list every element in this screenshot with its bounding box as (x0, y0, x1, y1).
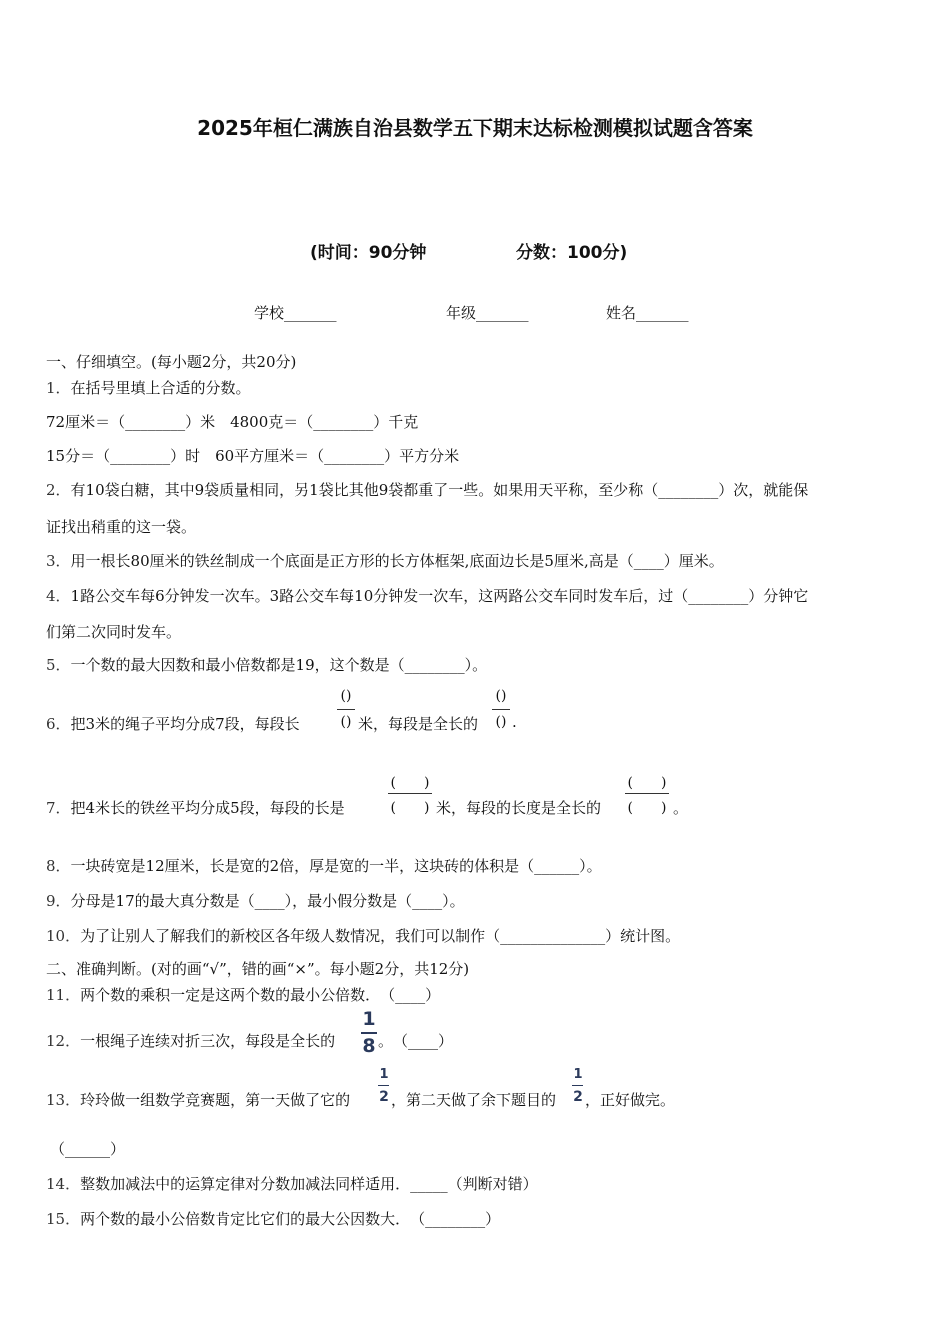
exam-score: 分数：100分) (516, 243, 628, 263)
question-7-text-b: 米，每段的长度是全长的 (436, 799, 602, 817)
question-2-cont: 证找出稍重的这一袋。 (46, 518, 197, 536)
fraction-numerator-blank: () (495, 688, 507, 704)
fraction-denominator: 8 (362, 1035, 376, 1057)
question-text: 把3米的绳子平均分成7段，每段长 (70, 715, 300, 733)
fraction-numerator-blank: ( ) (627, 775, 667, 791)
fraction-numerator-blank: ( ) (390, 775, 430, 791)
question-9 (46, 890, 465, 911)
fraction-numerator: 1 (573, 1067, 583, 1082)
question-number: 1． (46, 379, 71, 397)
question-text: 用一根长80厘米的铁丝制成一个底面是正方形的长方体框架,底面边长是5厘米,高是（____）厘米。 (70, 552, 724, 570)
question-number: 6． (46, 715, 71, 733)
question-number: 10． (46, 927, 81, 945)
fraction-numerator-blank: () (340, 688, 352, 704)
fraction-numerator: 1 (379, 1067, 389, 1082)
section-1-heading: 一、仔细填空。(每小题2分，共20分) (46, 353, 297, 371)
question-number: 14． (46, 1175, 81, 1193)
question-4-cont: 们第二次同时发车。 (46, 623, 182, 641)
question-number: 11． (46, 986, 81, 1004)
question-10 (46, 925, 680, 946)
question-12-text-b: 。 （____） (378, 1032, 454, 1050)
question-number: 4． (46, 587, 71, 605)
fraction-bar (388, 793, 432, 794)
fraction-denominator-blank: ( ) (627, 800, 667, 816)
fraction-numerator: 1 (362, 1008, 376, 1030)
question-text: 在括号里填上合适的分数。 (70, 379, 251, 397)
question-text: 一个数的最大因数和最小倍数都是19，这个数是（________）。 (70, 656, 488, 674)
fraction-denominator-blank: () (495, 714, 507, 730)
fraction-bar (625, 793, 669, 794)
fraction-bar (572, 1085, 583, 1086)
question-13-text-c: ，正好做完。 (585, 1091, 676, 1109)
question-text: 为了让别人了解我们的新校区各年级人数情况，我们可以制作（______________）统计图。 (80, 927, 681, 945)
name-field: 姓名_______ (606, 304, 689, 322)
question-text: 一根绳子连续对折三次，每段是全长的 (80, 1032, 336, 1050)
question-number: 15． (46, 1210, 81, 1228)
question-1-part-a: 72厘米＝（________）米 4800克＝（________）千克 (46, 413, 419, 431)
question-number: 2． (46, 481, 71, 499)
question-number: 13． (46, 1091, 81, 1109)
question-6-text-b: 米，每段是全长的 (358, 715, 479, 733)
grade-field: 年级_______ (446, 304, 529, 322)
school-field: 学校_______ (254, 304, 337, 322)
question-1-part-b: 15分＝（________）时 60平方厘米＝（________）平方分米 (46, 447, 460, 465)
question-7-text-c: 。 (673, 799, 689, 817)
question-11 (46, 984, 440, 1005)
question-2 (46, 479, 808, 500)
question-1 (46, 377, 251, 398)
page-title: 2025年桓仁满族自治县数学五下期末达标检测模拟试题含答案 (197, 116, 753, 140)
question-number: 9． (46, 892, 71, 910)
question-6 (46, 713, 300, 734)
question-7 (46, 797, 345, 818)
question-6-text-c: . (512, 713, 517, 731)
question-number: 12． (46, 1032, 81, 1050)
section-2-heading: 二、准确判断。(对的画“√”，错的画“×”。每小题2分，共12分) (46, 960, 470, 978)
question-13-text-b: ，第二天做了余下题目的 (391, 1091, 557, 1109)
fraction-denominator: 2 (573, 1089, 583, 1105)
fraction-bar (337, 709, 355, 710)
question-number: 3． (46, 552, 71, 570)
question-5 (46, 654, 487, 675)
question-8 (46, 855, 602, 876)
fraction-denominator: 2 (379, 1089, 389, 1105)
question-4 (46, 585, 808, 606)
question-text: 两个数的最小公倍数肯定比它们的最大公因数大． （________） (80, 1210, 501, 1228)
question-13-answer-blank: （______） (50, 1140, 126, 1158)
question-13 (46, 1089, 350, 1110)
question-15 (46, 1208, 500, 1229)
fraction-denominator-blank: ( ) (390, 800, 430, 816)
question-14 (46, 1173, 538, 1194)
question-number: 5． (46, 656, 71, 674)
question-text: 有10袋白糖，其中9袋质量相同，另1袋比其他9袋都重了一些。如果用天平称，至少称（________）次，就能保 (70, 481, 809, 499)
question-text: 玲玲做一组数学竞赛题，第一天做了它的 (80, 1091, 351, 1109)
fraction-bar (492, 709, 510, 710)
question-12 (46, 1030, 335, 1051)
question-number: 7． (46, 799, 71, 817)
fraction-bar (361, 1032, 377, 1034)
question-text: 一块砖宽是12厘米，长是宽的2倍，厚是宽的一半，这块砖的体积是（______）。 (70, 857, 602, 875)
question-text: 把4米长的铁丝平均分成5段，每段的长是 (70, 799, 345, 817)
fraction-denominator-blank: () (340, 714, 352, 730)
question-text: 分母是17的最大真分数是（____），最小假分数是（____）。 (70, 892, 465, 910)
exam-time: (时间：90分钟 (310, 243, 427, 263)
question-text: 1路公交车每6分钟发一次车。3路公交车每10分钟发一次车，这两路公交车同时发车后，过（________）分钟它 (70, 587, 809, 605)
question-number: 8． (46, 857, 71, 875)
question-3 (46, 550, 724, 571)
question-text: 整数加减法中的运算定律对分数加减法同样适用．_____（判断对错） (80, 1175, 538, 1193)
fraction-bar (378, 1085, 389, 1086)
question-text: 两个数的乘积一定是这两个数的最小公倍数． （____） (80, 986, 441, 1004)
